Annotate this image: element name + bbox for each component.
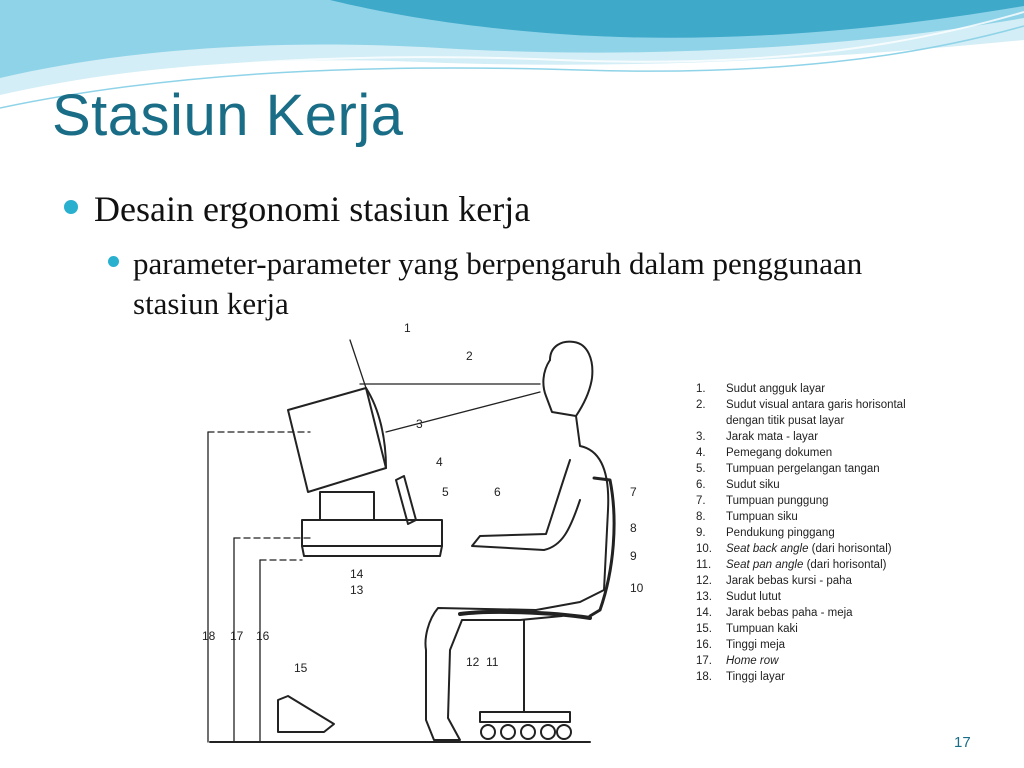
legend-text: Tumpuan siku: [726, 511, 798, 523]
callout-2: 2: [466, 349, 473, 363]
person-head: [550, 342, 592, 416]
legend-text: Home row: [726, 655, 779, 667]
legend-number: 6.: [696, 479, 706, 491]
callout-5: 5: [442, 485, 449, 499]
bullet-dot-icon: [64, 200, 78, 214]
legend-number: 2.: [696, 399, 706, 411]
person-outline: [426, 360, 609, 740]
callout-6: 6: [494, 485, 501, 499]
legend-number: 8.: [696, 511, 706, 523]
legend-text: Tinggi layar: [726, 671, 786, 683]
page-number: 17: [954, 734, 971, 751]
diagram-legend: [696, 381, 906, 685]
legend-number: 18.: [696, 671, 712, 683]
legend-text: Jarak mata - layar: [726, 431, 819, 443]
monitor-stand: [320, 492, 374, 520]
chair-seat: [460, 612, 590, 618]
legend-text: Seat back angle (dari horisontal): [726, 543, 892, 555]
legend-item: [696, 509, 906, 525]
legend-text: Tumpuan punggung: [726, 495, 829, 507]
footrest: [278, 696, 334, 732]
legend-text: Tinggi meja: [726, 639, 786, 651]
legend-number: 7.: [696, 495, 706, 507]
bullet-level-1: [64, 188, 530, 230]
chair-wheel: [541, 725, 555, 739]
legend-item: [696, 493, 906, 509]
monitor-screen: [288, 388, 386, 492]
legend-number: 14.: [696, 607, 712, 619]
legend-text: Sudut angguk layar: [726, 383, 826, 395]
legend-number: 12.: [696, 575, 712, 587]
bullet-text-2: parameter-parameter yang berpengaruh dalam penggunaan stasiun kerja: [133, 246, 863, 321]
callout-1: 1: [404, 321, 411, 335]
chair-wheel: [501, 725, 515, 739]
chair-wheel: [481, 725, 495, 739]
legend-item: [696, 381, 906, 397]
diagram-callout-labels: [202, 321, 644, 675]
chair-wheel: [521, 725, 535, 739]
legend-number: 13.: [696, 591, 712, 603]
legend-number: 10.: [696, 543, 712, 555]
legend-item: [696, 621, 906, 637]
legend-text: Tumpuan pergelangan tangan: [726, 463, 880, 475]
legend-text: Sudut visual antara garis horisontal dengan titik pusat layar: [726, 399, 906, 427]
callout-17: 17: [230, 629, 244, 643]
legend-item: [696, 589, 906, 605]
callout-3: 3: [416, 417, 423, 431]
callout-13: 13: [350, 583, 364, 597]
legend-number: 4.: [696, 447, 706, 459]
bullet-dot-icon: [108, 256, 119, 267]
legend-item: [696, 397, 906, 429]
legend-text: Jarak bebas kursi - paha: [726, 575, 852, 587]
callout-9: 9: [630, 549, 637, 563]
legend-item: [696, 653, 906, 669]
slide-title: Stasiun Kerja: [52, 83, 404, 148]
callout-10: 10: [630, 581, 644, 595]
keyboard-tray: [302, 546, 442, 556]
legend-item: [696, 525, 906, 541]
chair-base: [480, 712, 570, 722]
legend-number: 11.: [696, 559, 712, 571]
legend-item: [696, 461, 906, 477]
callout-16: 16: [256, 629, 270, 643]
callout-12: 12: [466, 655, 480, 669]
callout-11: 11: [486, 655, 499, 669]
desk-top: [302, 520, 442, 546]
legend-text: Sudut lutut: [726, 591, 781, 603]
legend-number: 17.: [696, 655, 712, 667]
callout-7: 7: [630, 485, 637, 499]
callout-14: 14: [350, 567, 364, 581]
callout-15: 15: [294, 661, 308, 675]
legend-text: Sudut siku: [726, 479, 780, 491]
callout-4: 4: [436, 455, 443, 469]
legend-number: 5.: [696, 463, 706, 475]
legend-number: 9.: [696, 527, 706, 539]
chair-wheel: [557, 725, 571, 739]
person-arm: [472, 460, 580, 550]
legend-number: 16.: [696, 639, 712, 651]
legend-item: [696, 445, 906, 461]
legend-item: [696, 669, 906, 685]
legend-item: [696, 541, 906, 557]
legend-item: [696, 605, 906, 621]
callout-8: 8: [630, 521, 637, 535]
legend-number: 1.: [696, 383, 706, 395]
legend-item: [696, 637, 906, 653]
legend-item: [696, 557, 906, 573]
legend-item: [696, 429, 906, 445]
callout-18: 18: [202, 629, 216, 643]
document-holder: [396, 476, 416, 524]
legend-number: 15.: [696, 623, 712, 635]
legend-item: [696, 573, 906, 589]
legend-item: [696, 477, 906, 493]
legend-number: 3.: [696, 431, 706, 443]
legend-text: Pendukung pinggang: [726, 527, 835, 539]
bullet-level-2: [108, 244, 868, 324]
legend-text: Tumpuan kaki: [726, 623, 798, 635]
bullet-text-1: Desain ergonomi stasiun kerja: [94, 189, 531, 229]
legend-text: Seat pan angle (dari horisontal): [726, 559, 887, 571]
legend-text: Pemegang dokumen: [726, 447, 833, 459]
legend-text: Jarak bebas paha - meja: [726, 607, 853, 619]
